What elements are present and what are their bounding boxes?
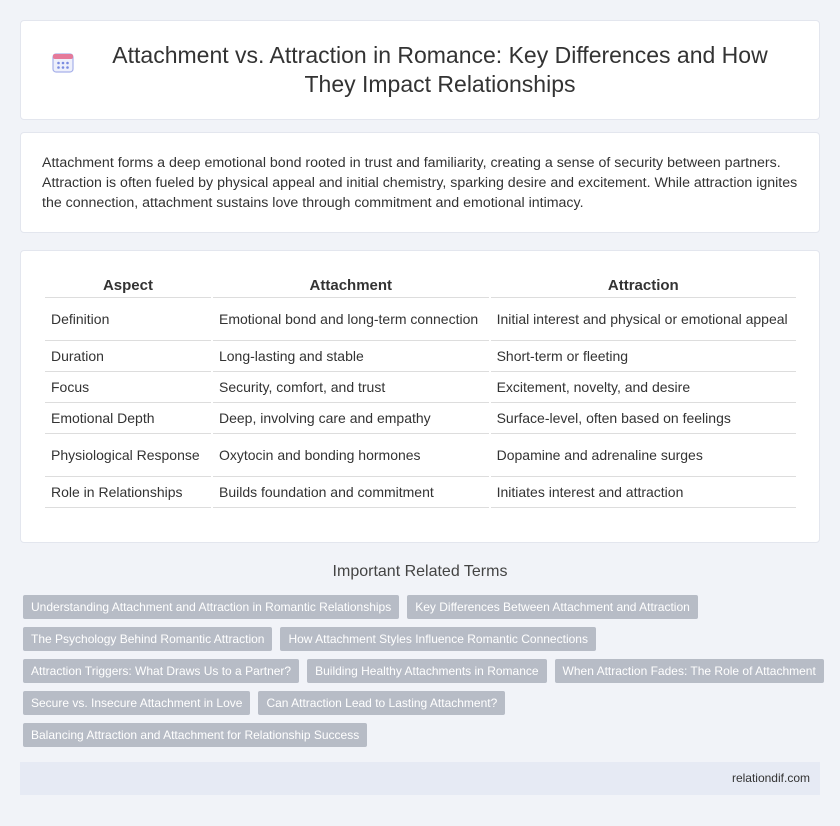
table-row [45, 341, 796, 372]
cell-attraction: Short-term or fleeting [491, 341, 796, 372]
cell-aspect: Definition [45, 298, 211, 341]
tag-row [23, 659, 823, 683]
cell-attraction: Surface-level, often based on feelings [491, 403, 796, 434]
title-wrap [50, 41, 790, 99]
cell-attachment: Security, comfort, and trust [213, 372, 489, 403]
page-title: Attachment vs. Attraction in Romance: Key Differences and How They Impact Relationships [112, 42, 768, 97]
table-row [45, 477, 796, 508]
related-term-tag[interactable]: Secure vs. Insecure Attachment in Love [23, 691, 250, 715]
intro-card [20, 132, 820, 233]
related-terms-list [23, 595, 823, 755]
table-row [45, 298, 796, 341]
tag-row [23, 691, 823, 715]
related-term-tag[interactable]: Balancing Attraction and Attachment for Relationship Success [23, 723, 367, 747]
cell-aspect: Emotional Depth [45, 403, 211, 434]
related-term-tag[interactable]: Understanding Attachment and Attraction in Romantic Relationships [23, 595, 399, 619]
footer-site-link[interactable]: relationdif.com [731, 771, 810, 785]
header-attraction: Attraction [491, 271, 796, 298]
cell-attachment: Oxytocin and bonding hormones [213, 434, 489, 477]
title-card [20, 20, 820, 120]
cell-attraction: Dopamine and adrenaline surges [491, 434, 796, 477]
tag-row [23, 627, 823, 651]
table-header-row [45, 271, 796, 298]
cell-attraction: Excitement, novelty, and desire [491, 372, 796, 403]
table-row [45, 372, 796, 403]
cell-aspect: Duration [45, 341, 211, 372]
cell-attachment: Emotional bond and long-term connection [213, 298, 489, 341]
footer [20, 762, 820, 795]
header-attachment: Attachment [213, 271, 489, 298]
tag-row [23, 595, 823, 619]
cell-attraction: Initial interest and physical or emotional appeal [491, 298, 796, 341]
cell-aspect: Role in Relationships [45, 477, 211, 508]
cell-aspect: Focus [45, 372, 211, 403]
related-term-tag[interactable]: Key Differences Between Attachment and Attraction [407, 595, 698, 619]
related-terms-title: Important Related Terms [332, 563, 508, 580]
cell-attraction: Initiates interest and attraction [491, 477, 796, 508]
intro-paragraph: Attachment forms a deep emotional bond rooted in trust and familiarity, creating a sense of security between partners. Attraction is often fueled by physical appeal and initial chemistry, sparking desire and excitement. While attraction ignites the connection, attachment sustains love through commitment and emotional intimacy. [42, 155, 798, 211]
header-aspect: Aspect [45, 271, 211, 298]
related-term-tag[interactable]: Building Healthy Attachments in Romance [307, 659, 546, 683]
tag-row [23, 723, 823, 747]
cell-attachment: Builds foundation and commitment [213, 477, 489, 508]
table-row [45, 434, 796, 477]
table-row [45, 403, 796, 434]
comparison-card [20, 250, 820, 543]
cell-aspect: Physiological Response [45, 434, 211, 477]
related-term-tag[interactable]: Can Attraction Lead to Lasting Attachment? [258, 691, 505, 715]
related-term-tag[interactable]: How Attachment Styles Influence Romantic Connections [280, 627, 595, 651]
related-term-tag[interactable]: The Psychology Behind Romantic Attraction [23, 627, 272, 651]
cell-attachment: Long-lasting and stable [213, 341, 489, 372]
related-term-tag[interactable]: When Attraction Fades: The Role of Attachment [555, 659, 824, 683]
cell-attachment: Deep, involving care and empathy [213, 403, 489, 434]
related-term-tag[interactable]: Attraction Triggers: What Draws Us to a Partner? [23, 659, 299, 683]
calendar-icon [50, 49, 76, 75]
comparison-table [43, 271, 798, 508]
